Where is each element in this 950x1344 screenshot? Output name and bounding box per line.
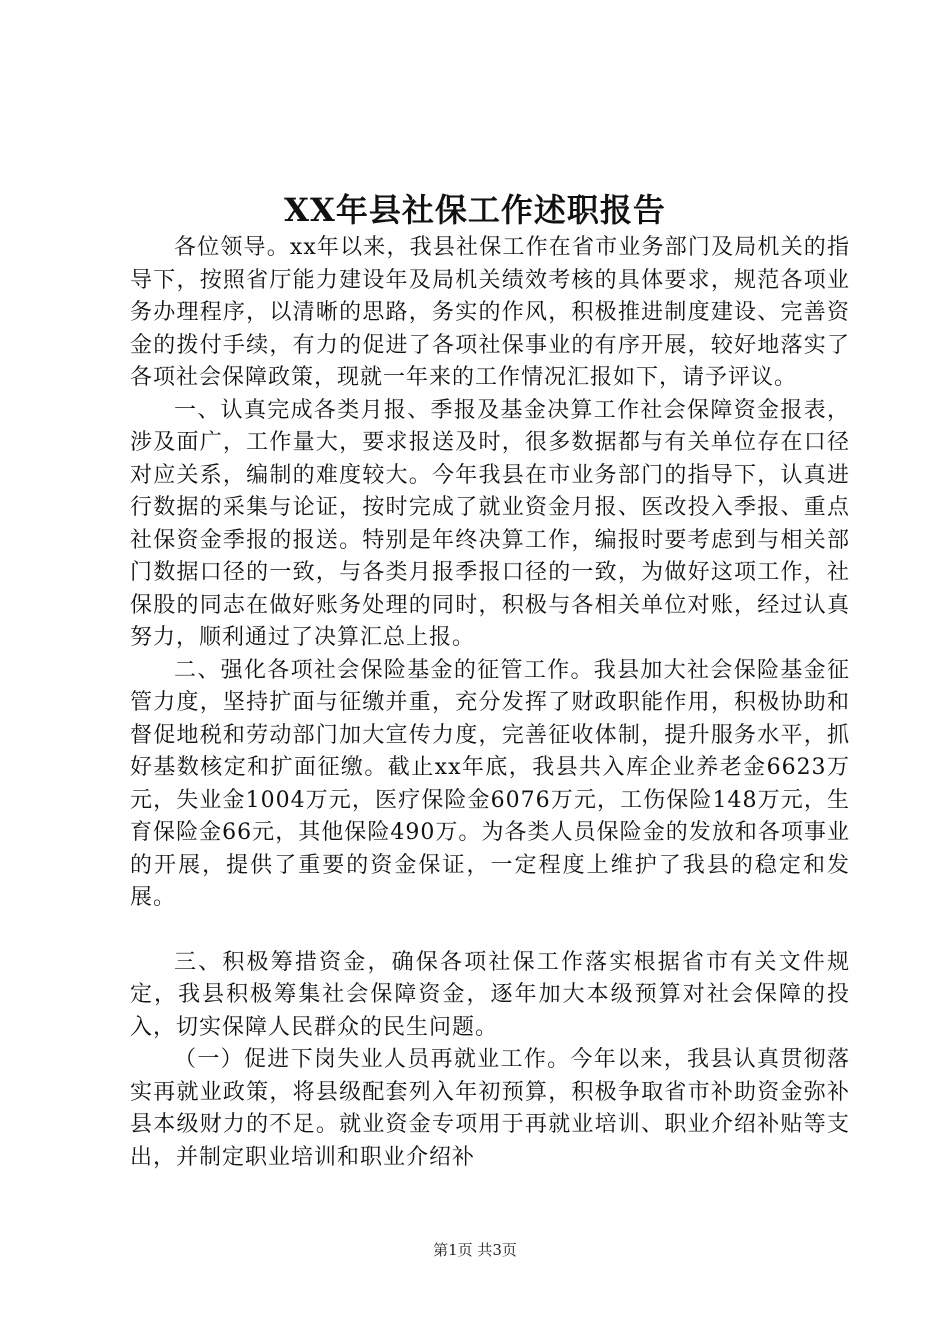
paragraph-section-1: 一、认真完成各类月报、季报及基金决算工作社会保障资金报表，涉及面广，工作量大，要求报送及时，很多数据都与有关单位存在口径对应关系，编制的难度较大。今年我县在市业务部门的指导下，认真进行数据的采集与论证，按时完成了就业资金月报、医改投入季报、重点社保资金季报的报送。特别是年终决算工作，编报时要考虑到与相关部门数据口径的一致，与各类月报季报口径的一致，为做好这项工作，社保股的同志在做好账务处理的同时，积极与各相关单位对账，经过认真努力，顺利通过了决算汇总上报。 — [130, 397, 850, 650]
paragraph-subsection-1: （一）促进下岗失业人员再就业工作。今年以来，我县认真贯彻落实再就业政策，将县级配套列入年初预算，积极争取省市补助资金弥补县本级财力的不足。就业资金专项用于再就业培训、职业介绍补贴等支出，并制定职业培训和职业介绍补 — [130, 1047, 850, 1170]
paragraph-intro: 各位领导。xx年以来，我县社保工作在省市业务部门及局机关的指导下，按照省厅能力建设年及局机关绩效考核的具体要求，规范各项业务办理程序，以清晰的思路，务实的作风，积极推进制度建设、完善资金的拨付手续，有力的促进了各项社保事业的有序开展，较好地落实了各项社会保障政策，现就一年来的工作情况汇报如下，请予评议。 — [130, 235, 850, 390]
page-footer: 第1页 共3页 — [433, 1241, 517, 1259]
paragraph-section-2: 二、强化各项社会保险基金的征管工作。我县加大社会保险基金征管力度，坚持扩面与征缴并重，充分发挥了财政职能作用，积极协助和督促地税和劳动部门加大宣传力度，完善征收体制，提升服务水平，抓好基数核定和扩面征缴。截止xx年底，我县共入库企业养老金6623万元，失业金1004万元，医疗保险金6076万元，工伤保险148万元，生育保险金66元，其他保险490万。为各类人员保险金的发放和各项事业的开展，提供了重要的资金保证，一定程度上维护了我县的稳定和发展。 — [130, 657, 850, 910]
document-title: XX年县社保工作述职报告 — [284, 191, 666, 229]
document-body — [130, 232, 850, 1174]
paragraph-section-3: 三、积极筹措资金，确保各项社保工作落实根据省市有关文件规定，我县积极筹集社会保障资金，逐年加大本级预算对社会保障的投入，切实保障人民群众的民生问题。 — [130, 949, 850, 1040]
